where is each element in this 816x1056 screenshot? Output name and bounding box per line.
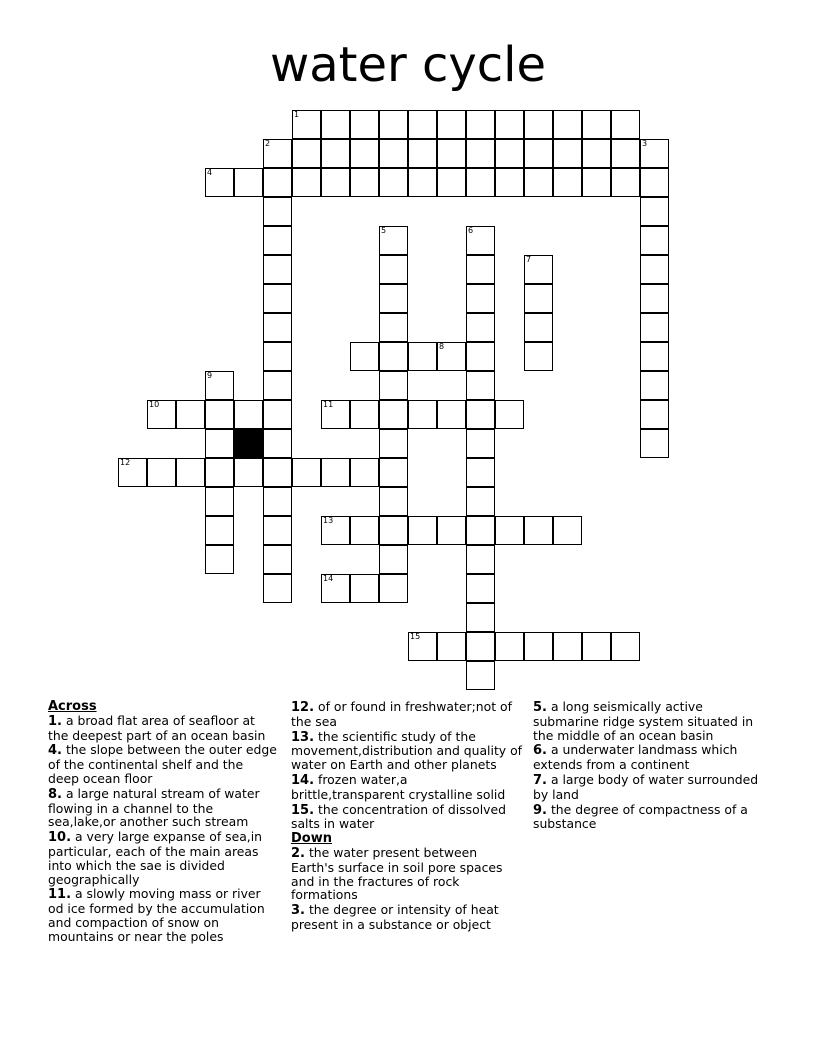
crossword-cell[interactable] [524,516,553,545]
crossword-cell[interactable] [466,255,495,284]
clue-across-12: 12. of or found in freshwater;not of the sea [291,699,512,729]
crossword-cell[interactable] [408,516,437,545]
crossword-cell[interactable] [524,110,553,139]
crossword-cell[interactable] [495,400,524,429]
crossword-cell[interactable] [379,458,408,487]
crossword-cell[interactable] [640,313,669,342]
crossword-cell[interactable] [611,168,640,197]
crossword-cell[interactable] [321,139,350,168]
clues-column-1 [48,700,278,945]
crossword-cell[interactable] [466,632,495,661]
crossword-cell[interactable] [640,284,669,313]
crossword-cell[interactable] [582,632,611,661]
crossword-cell[interactable] [640,342,669,371]
clues-column-2 [291,700,523,933]
crossword-cell[interactable] [408,168,437,197]
clue-across-13: 13. the scientific study of the movement,distribution and quality of water on Earth and other planets [291,728,523,773]
crossword-cell[interactable] [408,110,437,139]
crossword-cell[interactable] [437,168,466,197]
crossword-cell[interactable] [263,168,292,197]
crossword-cell[interactable] [263,371,292,400]
crossword-cell[interactable] [263,458,292,487]
crossword-black-cell [234,429,263,458]
crossword-cell[interactable] [263,342,292,371]
crossword-cell[interactable] [466,661,495,690]
clue-down-7: 7. a large body of water surrounded by land [533,771,759,802]
clue-across-14: 14. frozen water,a brittle,transparent crystalline solid [291,771,506,802]
crossword-cell[interactable] [379,139,408,168]
crossword-cell[interactable] [640,168,669,197]
crossword-cell[interactable] [495,516,524,545]
crossword-cell[interactable] [495,139,524,168]
crossword-cell[interactable] [379,255,408,284]
crossword-cell[interactable] [640,429,669,458]
crossword-cell[interactable] [466,139,495,168]
clue-number-5: 5 [381,226,387,235]
crossword-cell[interactable] [379,516,408,545]
crossword-cell[interactable] [553,168,582,197]
clue-across-11: 11. a slowly moving mass or river od ice formed by the accumulation and compaction of snow on mountains or near the poles [48,886,265,944]
clue-number-8: 8 [439,342,445,351]
crossword-cell[interactable] [466,458,495,487]
crossword-cell[interactable] [466,313,495,342]
crossword-cell[interactable] [147,458,176,487]
clue-across-1: 1. a broad flat area of seafloor at the deepest part of an ocean basin [48,712,266,743]
crossword-cell[interactable] [640,197,669,226]
across-heading: Across [48,699,97,714]
crossword-cell[interactable] [524,139,553,168]
crossword-cell[interactable] [263,574,292,603]
clue-number-13: 13 [323,516,334,525]
crossword-cell[interactable] [234,400,263,429]
crossword-cell[interactable] [524,342,553,371]
clue-number-14: 14 [323,574,334,583]
clue-across-15: 15. the concentration of dissolved salts in water [291,801,506,832]
crossword-cell[interactable] [350,139,379,168]
crossword-cell[interactable] [263,284,292,313]
crossword-cell[interactable] [379,371,408,400]
clue-across-4: 4. the slope between the outer edge of the continental shelf and the deep ocean floor [48,742,277,786]
crossword-cell[interactable] [263,226,292,255]
crossword-cell[interactable] [611,632,640,661]
crossword-cell[interactable] [205,458,234,487]
clue-number-7: 7 [526,255,532,264]
crossword-cell[interactable] [437,516,466,545]
crossword-cell[interactable] [350,168,379,197]
crossword-cell[interactable] [205,400,234,429]
crossword-cell[interactable] [408,139,437,168]
clue-number-3: 3 [642,139,648,148]
clue-down-5: 5. a long seismically active submarine ridge system situated in the middle of an ocean basin [533,699,754,743]
crossword-cell[interactable] [640,400,669,429]
crossword-cell[interactable] [466,487,495,516]
crossword-cell[interactable] [205,545,234,574]
clue-number-10: 10 [149,400,160,409]
crossword-cell[interactable] [263,516,292,545]
crossword-cell[interactable] [611,139,640,168]
crossword-cell[interactable] [292,139,321,168]
crossword-cell[interactable] [553,139,582,168]
crossword-cell[interactable] [582,168,611,197]
crossword-cell[interactable] [321,110,350,139]
crossword-cell[interactable] [640,226,669,255]
crossword-cell[interactable] [466,429,495,458]
crossword-cell[interactable] [205,516,234,545]
crossword-cell[interactable] [379,342,408,371]
crossword-cell[interactable] [234,458,263,487]
crossword-cell[interactable] [379,574,408,603]
crossword-cell[interactable] [205,487,234,516]
crossword-cell[interactable] [321,458,350,487]
crossword-cell[interactable] [321,168,350,197]
crossword-cell[interactable] [553,110,582,139]
clues-column-3 [533,700,765,832]
page-title: water cycle [269,37,547,93]
crossword-cell[interactable] [379,429,408,458]
crossword-cell[interactable] [495,110,524,139]
crossword-cell[interactable] [408,342,437,371]
crossword-cell[interactable] [263,487,292,516]
crossword-cell[interactable] [466,110,495,139]
crossword-cell[interactable] [379,400,408,429]
crossword-cell[interactable] [524,632,553,661]
crossword-cell[interactable] [379,284,408,313]
crossword-cell[interactable] [437,110,466,139]
crossword-cell[interactable] [350,110,379,139]
clue-number-15: 15 [410,632,421,641]
clue-number-2: 2 [265,139,271,148]
crossword-cell[interactable] [437,139,466,168]
crossword-cell[interactable] [437,400,466,429]
crossword-cell[interactable] [350,400,379,429]
crossword-cell[interactable] [350,516,379,545]
crossword-cell[interactable] [408,400,437,429]
crossword-cell[interactable] [495,632,524,661]
clue-number-4: 4 [207,168,213,177]
crossword-cell[interactable] [379,313,408,342]
crossword-cell[interactable] [640,371,669,400]
crossword-cell[interactable] [582,139,611,168]
crossword-cell[interactable] [466,371,495,400]
crossword-cell[interactable] [466,545,495,574]
crossword-cell[interactable] [524,168,553,197]
crossword-cell[interactable] [263,429,292,458]
crossword-cell[interactable] [495,168,524,197]
clue-number-1: 1 [294,110,300,119]
crossword-cell[interactable] [582,110,611,139]
crossword-cell[interactable] [379,168,408,197]
crossword-cell[interactable] [263,545,292,574]
crossword-cell[interactable] [176,400,205,429]
crossword-cell[interactable] [205,429,234,458]
down-heading: Down [291,831,332,847]
clue-number-9: 9 [207,371,213,380]
crossword-cell[interactable] [350,574,379,603]
crossword-cell[interactable] [263,313,292,342]
crossword-cell[interactable] [292,168,321,197]
clue-number-12: 12 [120,458,131,467]
crossword-cell[interactable] [379,545,408,574]
clue-number-6: 6 [468,226,474,235]
crossword-cell[interactable] [379,110,408,139]
clue-across-10: 10. a very large expanse of sea,in particular, each of the main areas into which the sae is divided geographically [48,829,263,887]
crossword-cell[interactable] [176,458,205,487]
crossword-cell[interactable] [553,632,582,661]
crossword-cell[interactable] [553,516,582,545]
crossword-cell[interactable] [263,197,292,226]
crossword-cell[interactable] [466,400,495,429]
clue-down-2: 2. the water present between Earth's surface in soil pore spaces and in the fractures of rock formations [291,844,503,903]
clue-across-8: 8. a large natural stream of water flowing in a channel to the sea,lake,or another such stream [48,785,260,830]
crossword-cell[interactable] [640,255,669,284]
crossword-cell[interactable] [263,255,292,284]
crossword-cell[interactable] [466,516,495,545]
clue-down-6: 6. a underwater landmass which extends from a continent [533,742,738,773]
crossword-cell[interactable] [466,342,495,371]
clue-number-11: 11 [323,400,334,409]
crossword-cell[interactable] [466,284,495,313]
crossword-cell[interactable] [350,342,379,371]
clue-down-9: 9. the degree of compactness of a substance [533,801,748,832]
crossword-cell[interactable] [466,574,495,603]
crossword-cell[interactable] [466,603,495,632]
crossword-cell[interactable] [263,400,292,429]
crossword-cell[interactable] [350,458,379,487]
crossword-cell[interactable] [437,632,466,661]
clue-down-3: 3. the degree or intensity of heat present in a substance or object [291,902,499,932]
crossword-cell[interactable] [611,110,640,139]
crossword-cell[interactable] [466,168,495,197]
crossword-cell[interactable] [292,458,321,487]
crossword-cell[interactable] [524,284,553,313]
crossword-cell[interactable] [379,487,408,516]
crossword-cell[interactable] [234,168,263,197]
crossword-cell[interactable] [524,313,553,342]
